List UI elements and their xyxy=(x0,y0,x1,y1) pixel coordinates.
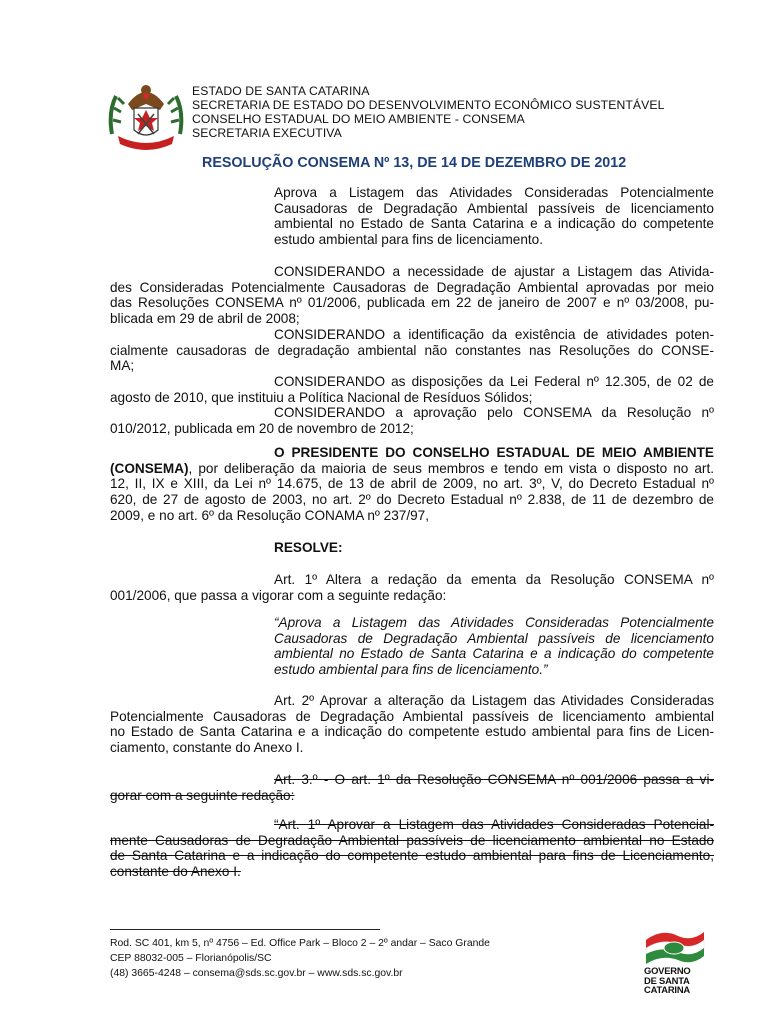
resolve-heading: RESOLVE: xyxy=(274,540,343,555)
article-1-line: 001/2006, que passa a vigorar com a seguinte redação: xyxy=(110,587,447,603)
article-3-quote-line: “Art. 1º Aprovar a Listagem das Atividades Consideradas Potencial- xyxy=(274,817,714,832)
article-3-struck xyxy=(110,772,714,803)
considerando-1-line: das Resoluções CONSEMA nº 01/2006, publicada em 22 de janeiro de 2007 e nº 03/2008, pu- xyxy=(110,295,714,311)
article-1-quote xyxy=(274,615,714,678)
article-3-quote-line: constante do Anexo I. xyxy=(110,864,241,880)
logo-line: CATARINA xyxy=(644,984,690,996)
considerando-1-line: CONSIDERANDO a necessidade de ajustar a Listagem das Ativida- xyxy=(274,264,714,279)
footer-divider xyxy=(110,929,380,930)
header-line-secretariat: SECRETARIA DE ESTADO DO DESENVOLVIMENTO ECONÔMICO SUSTENTÁVEL xyxy=(192,98,665,112)
considerando-4-line: CONSIDERANDO a aprovação pelo CONSEMA da Resolução nº xyxy=(274,405,714,421)
considerando-3-line: agosto de 2010, que instituiu a Política Nacional de Resíduos Sólidos; xyxy=(110,389,533,405)
ementa-line: estudo ambiental para fins de licenciamento. xyxy=(274,232,544,248)
considerando-2-line: CONSIDERANDO a identificação da existência de atividades poten- xyxy=(274,326,714,342)
presidente-line: 620, de 27 de agosto de 2003, no art. 2º do Decreto Estadual nº 2.838, de 11 de dezembro de xyxy=(110,492,714,508)
footer-address: Rod. SC 401, km 5, nº 4756 – Ed. Office Park – Bloco 2 – 2º andar – Saco Grande xyxy=(110,938,490,949)
presidente-line: 2009, e no art. 6º da Resolução CONAMA nº 237/97, xyxy=(110,507,430,523)
article-1 xyxy=(110,572,714,603)
quote-line: Causadoras de Degradação Ambiental passíveis de licenciamento xyxy=(274,630,714,646)
article-3-quote-line: mente Causadoras de Degradação Ambiental passíveis de licenciamento ambiental no Estado xyxy=(110,832,714,848)
footer-zip-city: CEP 88032-005 – Florianópolis/SC xyxy=(110,953,272,964)
header-line-council: CONSELHO ESTADUAL DO MEIO AMBIENTE - CONSEMA xyxy=(192,112,525,126)
article-2 xyxy=(110,693,714,756)
presidente-line xyxy=(110,461,714,477)
ementa-line: Aprova a Listagem das Atividades Consideradas Potencialmente xyxy=(274,185,714,200)
quote-line: “Aprova a Listagem das Atividades Consideradas Potencialmente xyxy=(274,615,714,630)
ementa-block xyxy=(274,185,714,248)
article-1-line: Art. 1º Altera a redação da ementa da Resolução CONSEMA nº xyxy=(274,572,714,587)
article-3-line: gorar com a seguinte redação: xyxy=(110,787,295,803)
considerando-3-line: CONSIDERANDO as disposições da Lei Federal nº 12.305, de 02 de xyxy=(274,373,714,389)
presidente-block xyxy=(110,445,714,524)
flag-icon xyxy=(642,926,708,966)
considerando-1-line: des Consideradas Potencialmente Causadoras de Degradação Ambiental aprovadas por meio xyxy=(110,279,714,295)
footer-contact: (48) 3665-4248 – consema@sds.sc.gov.br – www.sds.sc.gov.br xyxy=(110,968,403,979)
ementa-line: ambiental no Estado de Santa Catarina e a indicação do competente xyxy=(274,216,714,232)
resolution-title: RESOLUÇÃO CONSEMA Nº 13, DE 14 DE DEZEMBRO DE 2012 xyxy=(202,155,627,171)
state-crest xyxy=(104,74,188,158)
quote-line: ambiental no Estado de Santa Catarina e a indicação do competente xyxy=(274,646,714,662)
article-2-line: ciamento, constante do Anexo I. xyxy=(110,740,304,756)
ementa-line: Causadoras de Degradação Ambiental passíveis de licenciamento xyxy=(274,200,714,216)
article-3-line: Art. 3.º - O art. 1º da Resolução CONSEMA nº 001/2006 passa a vi- xyxy=(274,772,714,787)
header-line-state: ESTADO DE SANTA CATARINA xyxy=(192,84,370,98)
article-3-quote-line: de Santa Catarina e a indicação do competente estudo ambiental para fins de Licenciamento, xyxy=(110,848,714,864)
presidente-line-rest: , por deliberação da maioria de seus membros e tendo em vista o disposto no art. xyxy=(188,460,714,476)
logo-line: GOVERNO xyxy=(644,965,691,976)
article-2-line: Potencialmente Causadoras de Degradação Ambiental passíveis de licenciamento ambiental xyxy=(110,708,714,724)
presidente-line: 12, II, IX e XIII, da Lei nº 14.675, de 13 de abril de 2009, no art. 3º, V, do Decreto Estadual nº xyxy=(110,476,714,492)
considerando-2-line: MA; xyxy=(110,358,135,374)
article-3-quote-struck xyxy=(110,817,714,880)
presidente-heading: O PRESIDENTE DO CONSELHO ESTADUAL DE MEIO AMBIENTE xyxy=(274,445,714,460)
crest-emblem-icon xyxy=(104,74,188,158)
considerandos-block xyxy=(110,264,714,437)
consema-bold: (CONSEMA) xyxy=(110,460,189,476)
considerando-4-line: 010/2012, publicada em 20 de novembro de 2012; xyxy=(110,421,414,437)
government-logo xyxy=(640,926,710,996)
considerando-2-line: cialmente causadoras de degradação ambiental não constantes nas Resoluções do CONSE- xyxy=(110,342,714,358)
logo-line: DE SANTA xyxy=(644,974,690,986)
quote-line: estudo ambiental para fins de licenciamento.” xyxy=(274,662,548,678)
header-line-executive: SECRETARIA EXECUTIVA xyxy=(192,126,342,140)
article-2-line: Art. 2º Aprovar a alteração da Listagem das Atividades Consideradas xyxy=(274,693,714,708)
considerando-1-line: blicada em 29 de abril de 2008; xyxy=(110,311,300,327)
article-2-line: no Estado de Santa Catarina e a indicação do competente estudo ambiental para fins de Licen- xyxy=(110,724,714,740)
